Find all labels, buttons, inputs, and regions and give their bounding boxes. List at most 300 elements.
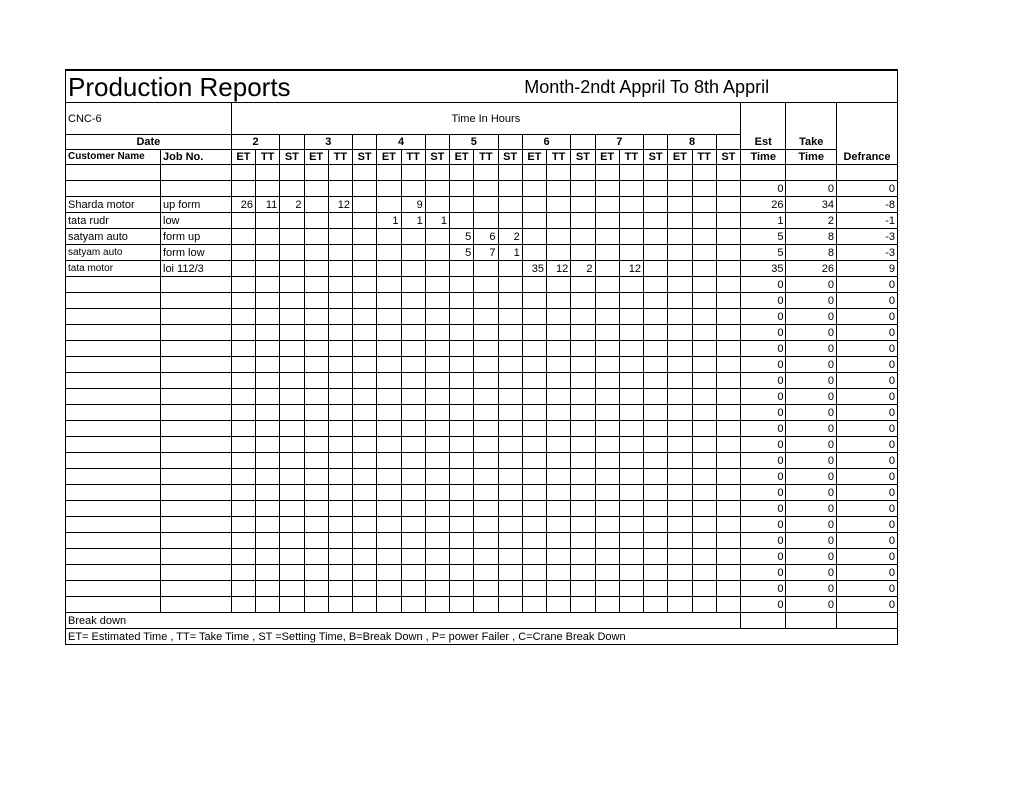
defrance-cell: -8 (837, 197, 898, 213)
machine-label: CNC-6 (66, 103, 232, 135)
sub-header-st: ST (280, 150, 304, 165)
time-cell (231, 341, 255, 357)
job-no-cell: loi 112/3 (161, 261, 232, 277)
sub-header-st: ST (498, 150, 522, 165)
job-no-cell (161, 293, 232, 309)
time-cell (401, 373, 425, 389)
time-cell (353, 357, 377, 373)
time-cell (256, 517, 280, 533)
time-cell (401, 293, 425, 309)
time-cell (474, 213, 498, 229)
time-cell (474, 373, 498, 389)
time-cell (450, 181, 474, 197)
time-cell (401, 245, 425, 261)
time-cell (280, 437, 304, 453)
time-cell (692, 453, 716, 469)
time-cell (692, 229, 716, 245)
blank-cell (786, 165, 837, 181)
est-time-cell: 0 (741, 581, 786, 597)
time-cell (522, 597, 546, 613)
time-cell (377, 501, 401, 517)
time-cell (619, 373, 643, 389)
time-cell (571, 373, 595, 389)
blank-cell (474, 165, 498, 181)
report-title: Production Reports (68, 71, 291, 102)
defrance-cell: 0 (837, 421, 898, 437)
time-cell (668, 501, 692, 517)
time-cell (353, 389, 377, 405)
time-cell (474, 341, 498, 357)
time-cell (716, 469, 740, 485)
time-cell (571, 517, 595, 533)
defrance-cell: 0 (837, 293, 898, 309)
time-cell (401, 277, 425, 293)
time-cell (328, 597, 352, 613)
time-cell (692, 373, 716, 389)
sub-header-et: ET (668, 150, 692, 165)
job-no-cell (161, 549, 232, 565)
time-cell (328, 277, 352, 293)
defrance-cell: 0 (837, 341, 898, 357)
take-time-cell: 0 (786, 405, 837, 421)
sub-header-tt: TT (256, 150, 280, 165)
time-cell (450, 309, 474, 325)
time-cell (377, 197, 401, 213)
time-cell (498, 277, 522, 293)
defrance-cell: 9 (837, 261, 898, 277)
time-cell (450, 597, 474, 613)
time-cell (328, 533, 352, 549)
time-cell (595, 261, 619, 277)
time-cell (450, 213, 474, 229)
time-cell (450, 261, 474, 277)
time-cell (571, 277, 595, 293)
time-cell (619, 309, 643, 325)
time-cell (716, 581, 740, 597)
time-cell (668, 517, 692, 533)
est-time-cell: 0 (741, 501, 786, 517)
time-cell (450, 501, 474, 517)
time-cell (668, 597, 692, 613)
time-cell (595, 437, 619, 453)
time-cell (644, 469, 668, 485)
table-row (66, 373, 898, 389)
time-cell (353, 309, 377, 325)
table-row (66, 277, 898, 293)
time-cell (522, 325, 546, 341)
time-cell (450, 469, 474, 485)
time-cell (692, 437, 716, 453)
time-cell (474, 517, 498, 533)
time-cell (644, 245, 668, 261)
time-cell (377, 245, 401, 261)
time-cell (716, 293, 740, 309)
time-cell (498, 325, 522, 341)
time-cell (353, 437, 377, 453)
est-time-cell: 0 (741, 421, 786, 437)
blank-cell (161, 165, 232, 181)
time-cell (280, 213, 304, 229)
time-cell (256, 357, 280, 373)
sub-header-st: ST (571, 150, 595, 165)
time-cell (377, 453, 401, 469)
month-label: Month-2ndt Appril To 8th Appril (524, 76, 770, 97)
time-cell (304, 549, 328, 565)
est-time-cell: 0 (741, 405, 786, 421)
customer-name-cell (66, 549, 161, 565)
customer-name-cell (66, 373, 161, 389)
time-cell (304, 421, 328, 437)
time-cell (377, 405, 401, 421)
time-cell (498, 565, 522, 581)
time-cell (353, 581, 377, 597)
blank-row (66, 165, 898, 181)
time-cell (644, 357, 668, 373)
blank-cell (401, 165, 425, 181)
time-cell (353, 197, 377, 213)
blank-cell (595, 165, 619, 181)
time-cell (716, 373, 740, 389)
time-cell (668, 421, 692, 437)
take-time-cell: 0 (786, 565, 837, 581)
time-cell (377, 581, 401, 597)
time-cell (280, 421, 304, 437)
time-cell (692, 357, 716, 373)
time-cell (619, 229, 643, 245)
time-cell (474, 469, 498, 485)
time-cell (716, 501, 740, 517)
time-cell (595, 501, 619, 517)
est-time-cell: 0 (741, 469, 786, 485)
time-cell (450, 421, 474, 437)
table-row (66, 389, 898, 405)
time-cell (256, 293, 280, 309)
time-cell (425, 325, 449, 341)
time-cell (498, 197, 522, 213)
column-header-row (66, 150, 898, 165)
time-cell (692, 197, 716, 213)
time-cell (571, 213, 595, 229)
time-cell (547, 453, 571, 469)
time-cell (668, 277, 692, 293)
time-cell: 2 (280, 197, 304, 213)
table-row (66, 469, 898, 485)
take-time-cell: 0 (786, 309, 837, 325)
time-cell (547, 437, 571, 453)
date-header-7: 7 (595, 135, 644, 150)
est-time-cell: 5 (741, 245, 786, 261)
time-cell (547, 229, 571, 245)
blank-cell (304, 165, 328, 181)
table-row (66, 341, 898, 357)
defrance-cell: 0 (837, 549, 898, 565)
time-cell (716, 549, 740, 565)
table-row (66, 245, 898, 261)
time-cell (328, 453, 352, 469)
sub-header-st: ST (353, 150, 377, 165)
defrance-cell: 0 (837, 485, 898, 501)
time-cell (353, 421, 377, 437)
time-cell: 26 (231, 197, 255, 213)
time-cell (425, 229, 449, 245)
time-cell (425, 341, 449, 357)
time-cell (716, 277, 740, 293)
defrance-header-spacer (837, 103, 898, 135)
time-cell (353, 533, 377, 549)
sub-header-tt: TT (692, 150, 716, 165)
sub-header-st: ST (716, 150, 740, 165)
time-cell (304, 389, 328, 405)
est-time-cell: 0 (741, 437, 786, 453)
job-no-cell (161, 485, 232, 501)
time-cell (522, 565, 546, 581)
time-cell (304, 597, 328, 613)
time-cell (498, 181, 522, 197)
time-cell (425, 357, 449, 373)
time-cell (231, 597, 255, 613)
time-cell (619, 501, 643, 517)
time-cell (425, 469, 449, 485)
blank-cell (450, 165, 474, 181)
time-cell: 7 (474, 245, 498, 261)
time-cell (595, 469, 619, 485)
time-cell (692, 341, 716, 357)
date-header-5: 5 (450, 135, 499, 150)
time-cell (231, 245, 255, 261)
time-cell (280, 485, 304, 501)
breakdown-row (66, 613, 898, 629)
time-cell (547, 469, 571, 485)
time-cell (256, 597, 280, 613)
time-cell (619, 245, 643, 261)
time-cell (304, 357, 328, 373)
time-cell (474, 181, 498, 197)
time-cell (668, 565, 692, 581)
time-cell (231, 213, 255, 229)
time-cell (619, 421, 643, 437)
sub-header-st: ST (425, 150, 449, 165)
time-cell (619, 325, 643, 341)
time-cell (377, 469, 401, 485)
time-cell (571, 565, 595, 581)
time-cell (353, 245, 377, 261)
est-time-cell: 0 (741, 517, 786, 533)
time-cell (522, 229, 546, 245)
time-cell (401, 309, 425, 325)
take-time-cell: 0 (786, 373, 837, 389)
defrance-cell: 0 (837, 325, 898, 341)
time-cell (425, 517, 449, 533)
time-cell (353, 213, 377, 229)
time-cell (522, 549, 546, 565)
time-cell (595, 325, 619, 341)
table-row (66, 501, 898, 517)
date-header-spacer (716, 135, 740, 150)
time-cell (280, 389, 304, 405)
time-cell (498, 261, 522, 277)
time-cell (522, 309, 546, 325)
customer-name-cell (66, 565, 161, 581)
time-cell (692, 581, 716, 597)
time-cell: 5 (450, 229, 474, 245)
time-cell (668, 325, 692, 341)
time-cell (328, 389, 352, 405)
defrance-cell: 0 (837, 309, 898, 325)
time-cell (231, 453, 255, 469)
time-cell: 6 (474, 229, 498, 245)
time-cell (474, 597, 498, 613)
date-header-row (66, 135, 898, 150)
time-cell (474, 261, 498, 277)
time-cell (401, 341, 425, 357)
time-cell (716, 325, 740, 341)
time-cell (256, 373, 280, 389)
time-cell (474, 533, 498, 549)
time-cell (595, 533, 619, 549)
time-cell (716, 517, 740, 533)
customer-name-cell (66, 389, 161, 405)
time-cell (619, 405, 643, 421)
time-cell (328, 501, 352, 517)
time-cell (231, 325, 255, 341)
time-cell (401, 549, 425, 565)
customer-name-cell (66, 501, 161, 517)
time-cell (377, 357, 401, 373)
time-cell (547, 597, 571, 613)
time-cell (595, 549, 619, 565)
date-header-spacer (571, 135, 595, 150)
time-cell (353, 549, 377, 565)
time-cell (522, 245, 546, 261)
time-cell (547, 197, 571, 213)
time-cell (474, 197, 498, 213)
time-cell (401, 437, 425, 453)
time-cell (425, 197, 449, 213)
time-cell (692, 533, 716, 549)
time-cell (619, 597, 643, 613)
est-time-cell: 0 (741, 485, 786, 501)
time-cell: 12 (619, 261, 643, 277)
job-no-cell: form low (161, 245, 232, 261)
time-cell (231, 501, 255, 517)
time-cell (716, 389, 740, 405)
time-cell (328, 405, 352, 421)
time-cell (256, 469, 280, 485)
time-cell (401, 357, 425, 373)
time-cell (450, 389, 474, 405)
month-cell (522, 70, 897, 103)
time-cell (377, 277, 401, 293)
time-cell (474, 437, 498, 453)
table-row (66, 309, 898, 325)
table-row (66, 533, 898, 549)
job-no-cell (161, 469, 232, 485)
take-time-cell: 0 (786, 597, 837, 613)
defrance-cell: -3 (837, 229, 898, 245)
time-cell (377, 293, 401, 309)
time-cell (304, 373, 328, 389)
time-cell (644, 389, 668, 405)
time-cell (716, 421, 740, 437)
take-time-cell: 0 (786, 293, 837, 309)
time-cell (328, 261, 352, 277)
est-time-cell: 0 (741, 549, 786, 565)
time-cell (668, 245, 692, 261)
time-cell (619, 565, 643, 581)
time-cell (522, 181, 546, 197)
time-cell (571, 501, 595, 517)
sub-header-et: ET (377, 150, 401, 165)
time-cell (716, 565, 740, 581)
time-cell (231, 373, 255, 389)
time-cell (692, 309, 716, 325)
time-cell (304, 325, 328, 341)
time-cell (716, 261, 740, 277)
time-cell (571, 453, 595, 469)
time-cell (474, 277, 498, 293)
time-cell (498, 309, 522, 325)
time-cell (401, 389, 425, 405)
sub-header-st: ST (644, 150, 668, 165)
est-time-cell: 0 (741, 341, 786, 357)
time-cell (231, 261, 255, 277)
time-cell (425, 597, 449, 613)
time-cell (716, 597, 740, 613)
time-cell: 2 (571, 261, 595, 277)
time-cell (425, 277, 449, 293)
time-cell (256, 437, 280, 453)
take-time-cell: 2 (786, 213, 837, 229)
take-time-cell: 0 (786, 469, 837, 485)
time-cell (522, 533, 546, 549)
time-cell (425, 437, 449, 453)
time-cell (280, 549, 304, 565)
est-header-top: Est (741, 135, 786, 150)
customer-name-cell (66, 309, 161, 325)
time-cell (425, 581, 449, 597)
time-cell: 5 (450, 245, 474, 261)
time-cell (353, 181, 377, 197)
time-cell (450, 581, 474, 597)
take-time-cell: 8 (786, 229, 837, 245)
time-cell (474, 357, 498, 373)
breakdown-label: Break down (66, 613, 741, 629)
blank-cell (571, 165, 595, 181)
time-cell (280, 341, 304, 357)
time-cell (231, 389, 255, 405)
time-cell (450, 485, 474, 501)
time-cell (256, 309, 280, 325)
time-cell (644, 197, 668, 213)
customer-name-cell (66, 181, 161, 197)
time-cell: 2 (498, 229, 522, 245)
est-time-cell: 0 (741, 565, 786, 581)
defrance-cell: 0 (837, 389, 898, 405)
time-cell (474, 421, 498, 437)
time-cell (595, 405, 619, 421)
time-cell (474, 501, 498, 517)
time-cell (619, 437, 643, 453)
time-cell (668, 581, 692, 597)
time-cell (401, 517, 425, 533)
time-cell (668, 485, 692, 501)
time-cell (450, 373, 474, 389)
time-cell (256, 485, 280, 501)
time-cell (353, 341, 377, 357)
time-cell (716, 453, 740, 469)
est-time-cell: 0 (741, 453, 786, 469)
customer-name-cell: tata rudr (66, 213, 161, 229)
